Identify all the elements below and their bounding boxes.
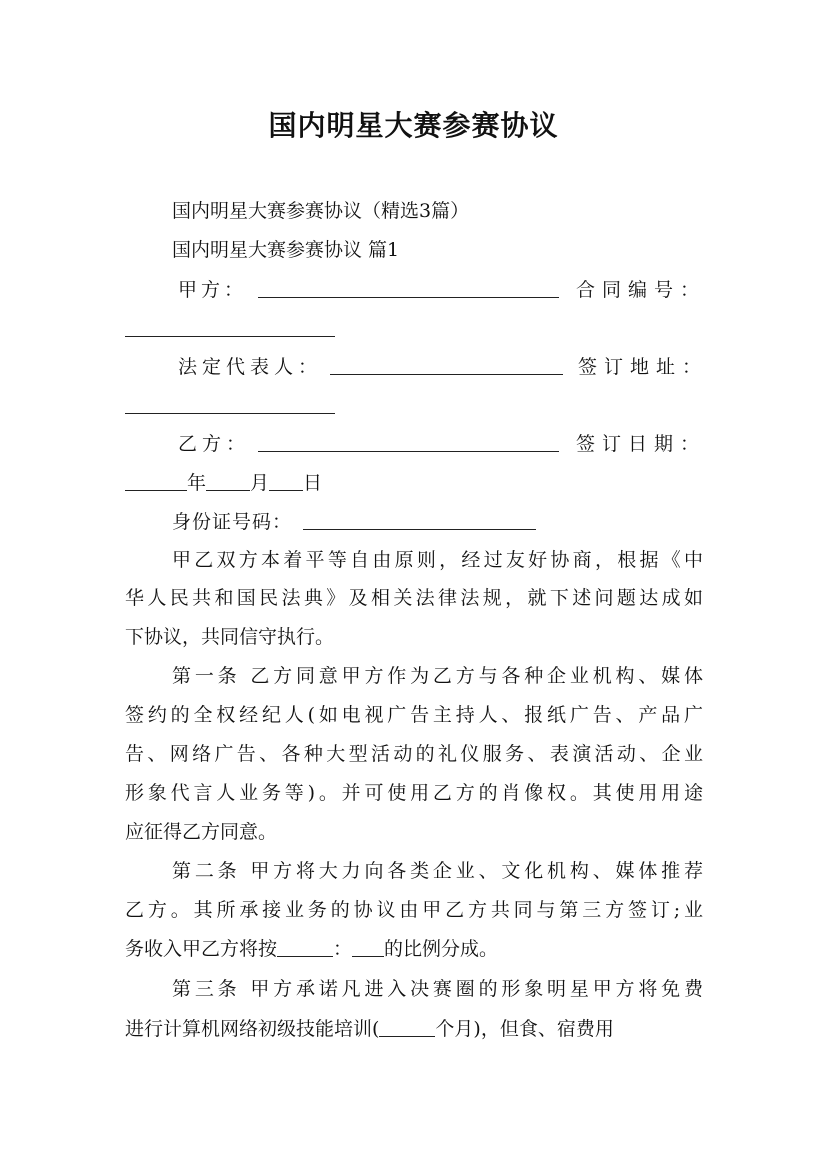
article1-line4: 形象代言人业务等)。并可使用乙方的肖像权。其使用用途 [125, 782, 703, 804]
day-char: 日 [303, 472, 323, 494]
page-title: 国内明星大赛参赛协议 [268, 109, 559, 142]
id-number-blank[interactable] [303, 529, 536, 530]
party-a-row [125, 271, 707, 309]
legal-rep-blank[interactable] [330, 374, 563, 375]
para1-line3: 下协议，共同信守执行。 [125, 626, 335, 648]
contract-no-blank[interactable] [125, 336, 335, 337]
id-number-row [125, 503, 703, 541]
para1-line1: 甲乙双方本着平等自由原则，经过友好协商，根据《中 [172, 549, 703, 571]
training-months-blank[interactable] [379, 1035, 435, 1037]
party-b-row [125, 425, 707, 463]
party-b-label: 乙方： [178, 433, 251, 455]
article2-line1: 第二条 甲方将大力向各类企业、文化机构、媒体推荐 [172, 860, 703, 882]
legal-rep-label: 法定代表人： [178, 356, 323, 378]
month-char: 月 [250, 472, 270, 494]
article2-line3-start: 务收入甲乙方将按 [125, 938, 278, 960]
contract-no-label: 合同编号： [576, 279, 707, 301]
article1-line5: 应征得乙方同意。 [125, 821, 278, 843]
ratio-b-blank[interactable] [352, 955, 384, 957]
legal-rep-row [125, 348, 709, 386]
id-number-label: 身份证号码： [172, 511, 293, 533]
article2-line3-end: 的比例分成。 [384, 938, 499, 960]
article1-line3: 告、网络广告、各种大型活动的礼仪服务、表演活动、企业 [125, 743, 703, 765]
article3-line2-start: 进行计算机网络初级技能培训( [125, 1018, 380, 1040]
day-blank[interactable] [269, 489, 303, 491]
sign-place-label: 签订地址： [578, 356, 709, 378]
section-heading: 国内明星大赛参赛协议 篇1 [172, 239, 400, 261]
sign-date-line [125, 464, 322, 502]
party-a-label: 甲方： [178, 279, 248, 301]
month-blank[interactable] [206, 489, 250, 491]
article3-line2 [125, 1010, 614, 1048]
ratio-colon: ： [333, 938, 353, 960]
article3-line1: 第三条 甲方承诺凡进入决赛圈的形象明星甲方将免费 [172, 978, 703, 1000]
para1-line2: 华人民共和国民法典》及相关法律法规，就下述问题达成如 [125, 587, 703, 609]
subtitle-line: 国内明星大赛参赛协议（精选3篇） [172, 200, 470, 222]
article2-line3 [125, 930, 498, 968]
party-a-blank[interactable] [258, 297, 559, 298]
article3-line2-end: 个月)，但食、宿费用 [435, 1018, 614, 1040]
article1-line1: 第一条 乙方同意甲方作为乙方与各种企业机构、媒体 [172, 665, 703, 687]
year-char: 年 [187, 472, 207, 494]
year-blank[interactable] [125, 489, 187, 491]
sign-place-blank[interactable] [125, 413, 335, 414]
article2-line2: 乙方。其所承接业务的协议由甲乙方共同与第三方签订;业 [125, 899, 703, 921]
ratio-a-blank[interactable] [277, 955, 333, 957]
article1-line2: 签约的全权经纪人(如电视广告主持人、报纸广告、产品广 [125, 704, 703, 726]
party-b-blank[interactable] [258, 451, 559, 452]
sign-date-label: 签订日期： [576, 433, 707, 455]
